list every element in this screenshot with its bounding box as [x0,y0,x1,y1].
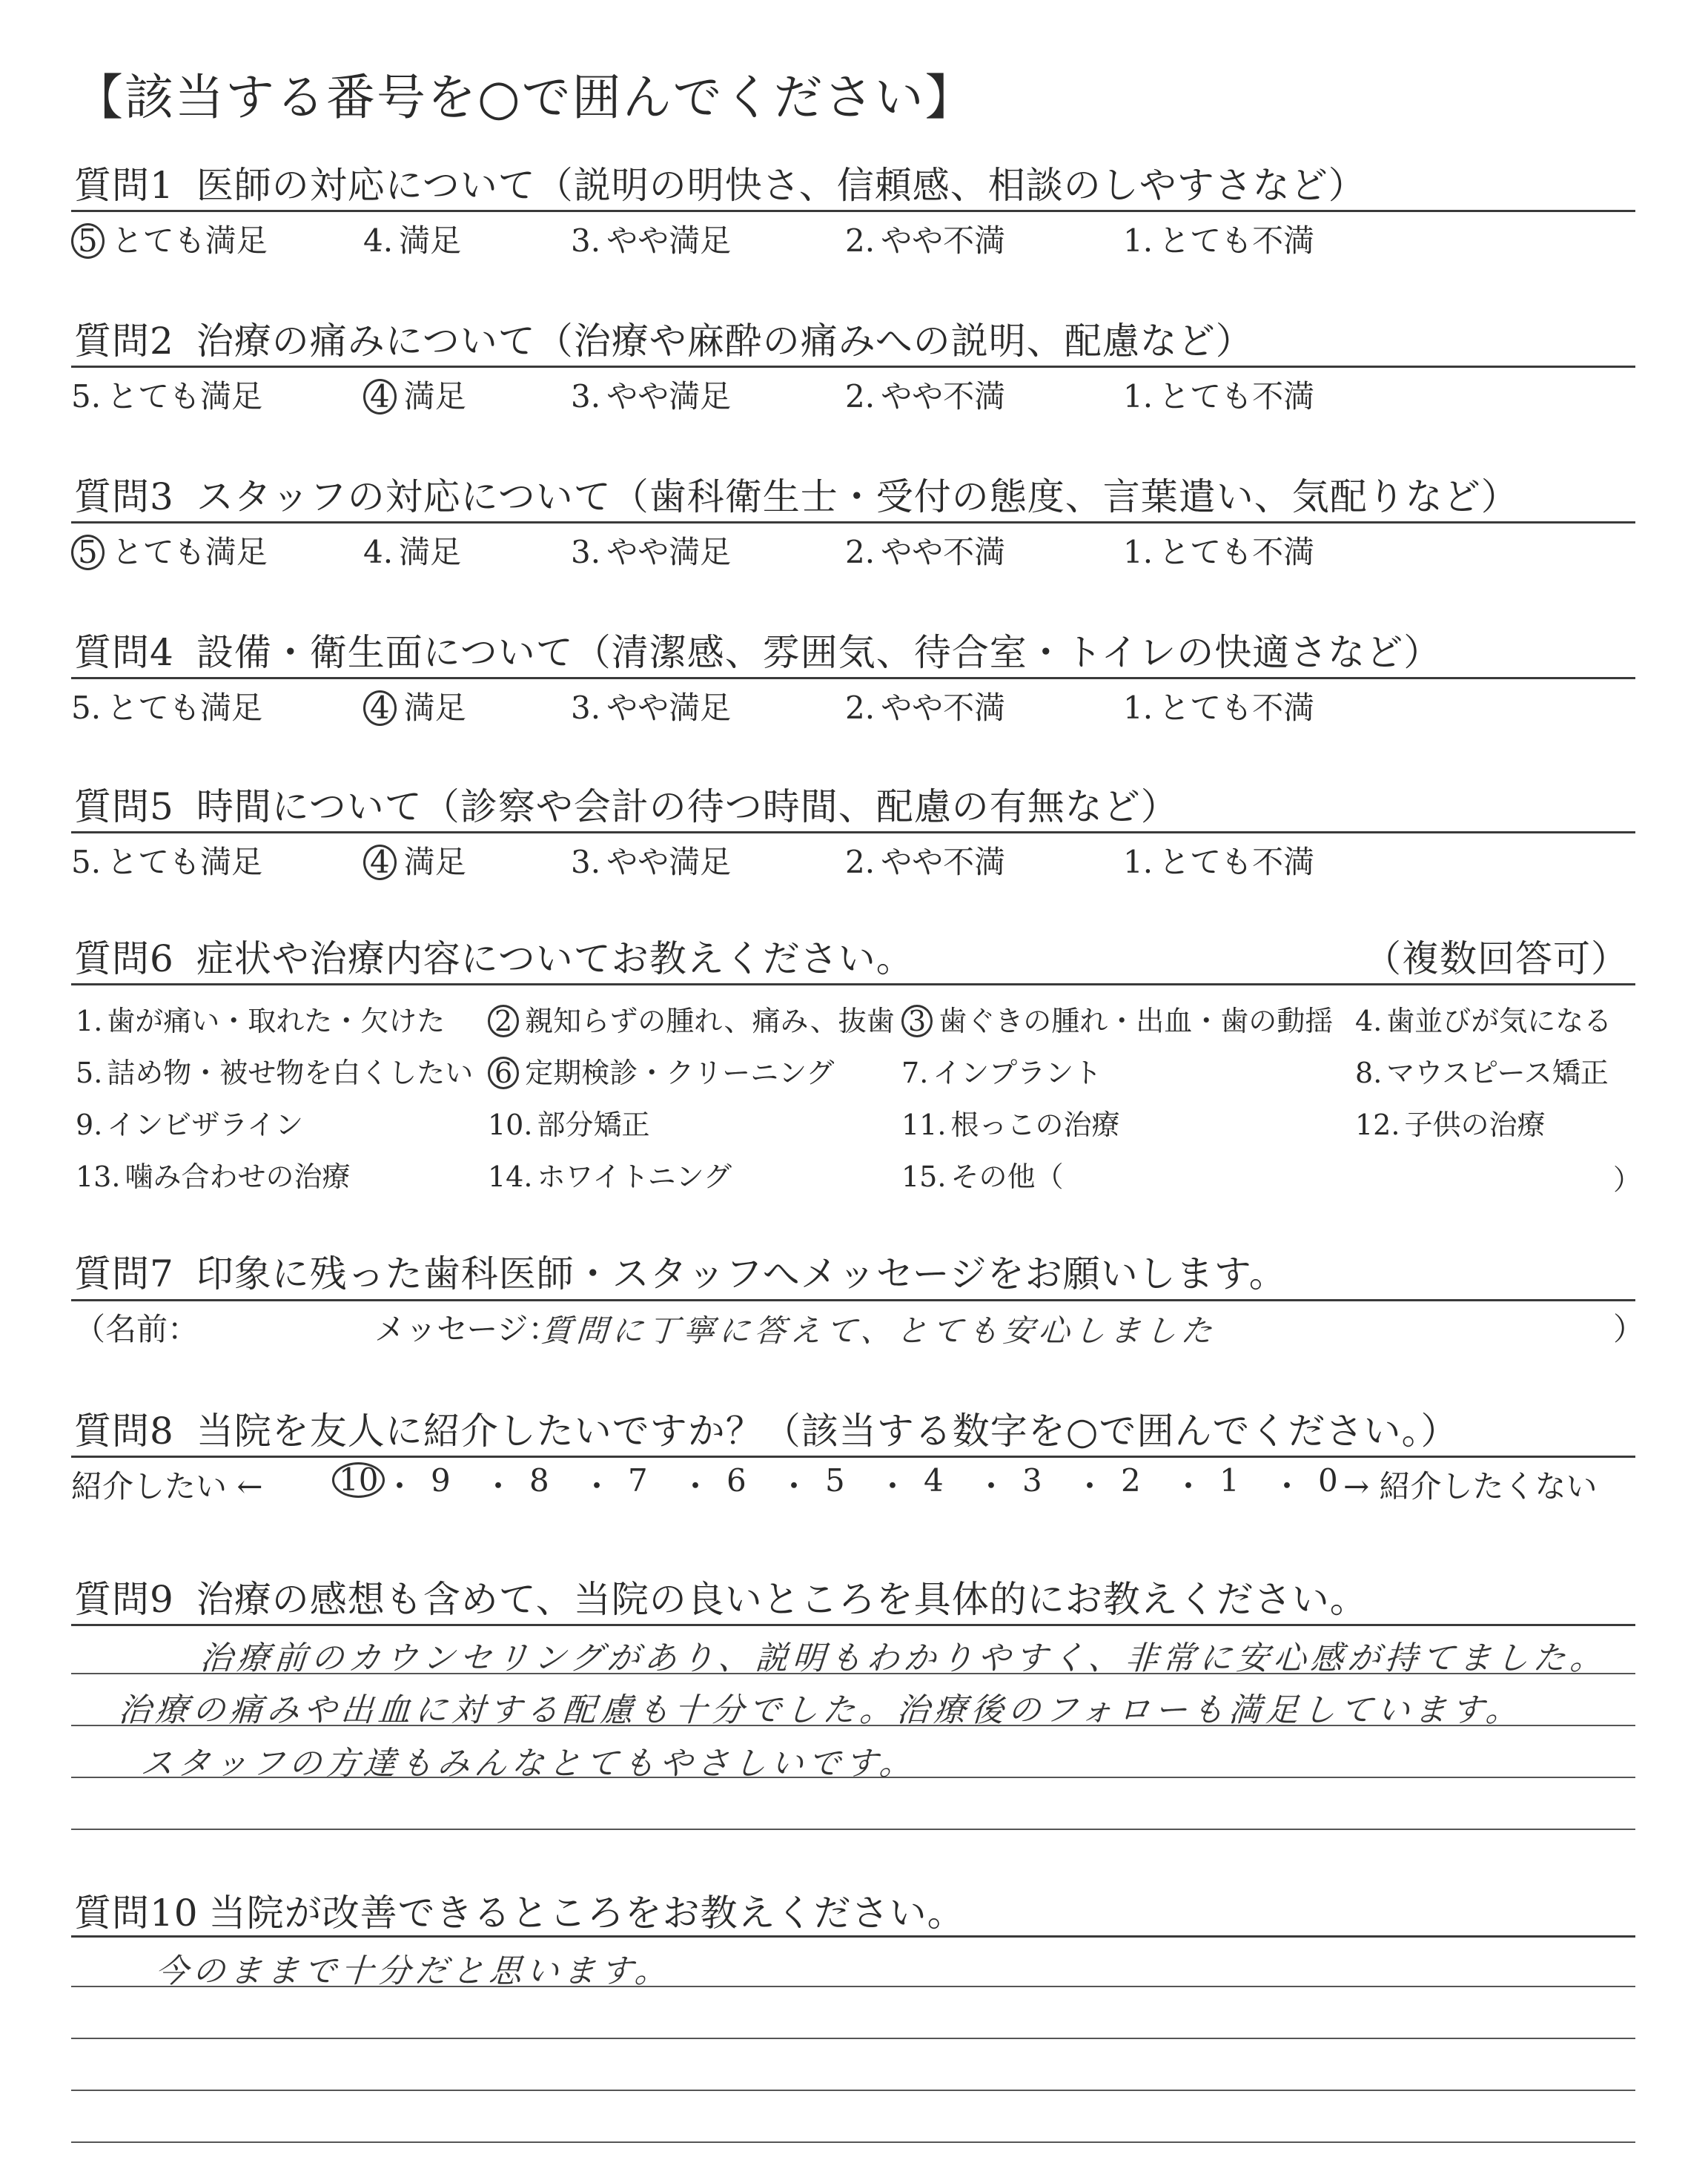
option-separator: . [90,690,102,726]
option-number: 1 [1123,534,1143,570]
q1-text: 医師の対応について（説明の明快さ、信頼感、相談のしやすさなど） [196,164,1366,207]
q8-scale-dot: ・ [680,1468,712,1505]
q8-scale-dot: ・ [877,1468,909,1505]
q8-scale-dot: ・ [384,1468,416,1505]
q2-option-1[interactable] [1123,372,1314,417]
q1-title [74,156,1366,209]
q8-title [74,1401,1458,1455]
q4-title [74,623,1441,676]
q8-scale-2[interactable]: 2 [1121,1462,1141,1499]
q4-text: 設備・衛生面について（清潔感、雰囲気、待合室・トイレの快適さなど） [196,631,1442,674]
q10-writing-line [71,2141,1635,2143]
q8-scale-5[interactable]: 5 [825,1462,845,1499]
option-number: 15 [901,1160,938,1193]
option-label: やや満足 [606,222,732,259]
option-number: 2 [845,534,865,570]
q6-note: （複数回答可） [1364,937,1629,980]
q4-option-1[interactable] [1123,684,1314,728]
q9-answer-line: スタッフの方達もみんなとてもやさしいです。 [139,1745,918,1783]
q9-rule [71,1624,1635,1626]
option-number: 3 [571,690,591,726]
option-label: やや不満 [881,534,1006,570]
q5-option-1[interactable] [1123,838,1314,882]
option-label: 満足 [399,222,462,259]
q8-number: 質問8 [74,1410,174,1453]
option-label: 歯並びが気になる [1386,1005,1612,1037]
option-separator: . [383,534,394,570]
option-label: やや不満 [881,690,1006,726]
option-label: 定期検診・クリーニング [525,1057,835,1089]
option-label: その他（ [950,1160,1064,1193]
q6-text: 症状や治療内容についてお教えください。 [196,937,914,980]
option-separator: . [919,1057,929,1089]
q1-rule [71,210,1635,212]
option-label: とても不満 [1159,690,1315,726]
option-number: 3 [571,378,591,415]
q6-option-9[interactable] [76,1102,303,1143]
q10-text: 当院が改善できるところをお教えください。 [208,1892,965,1935]
option-separator: . [864,690,875,726]
q2-number: 質問2 [74,320,174,363]
q10-answer-line: 今のままで十分だと思います。 [153,1952,673,1990]
option-separator: . [523,1160,533,1193]
q1-option-2[interactable] [845,217,1005,261]
option-number: 6 [488,1057,519,1089]
q6-option-12[interactable] [1355,1102,1545,1143]
option-label: 親知らずの腫れ、痛み、抜歯 [525,1005,895,1037]
q4-option-3[interactable] [571,684,731,728]
q6-option-2[interactable] [488,998,895,1039]
option-separator: . [1142,690,1153,726]
option-number: 3 [571,222,591,259]
option-label: 子供の治療 [1404,1109,1546,1141]
option-separator: . [1142,378,1153,415]
option-label: インビザライン [107,1109,304,1141]
form-header: 【該当する番号を○で囲んでください】 [74,69,976,126]
option-separator: . [590,534,601,570]
q8-scale-0[interactable]: 0 [1318,1462,1338,1499]
option-separator: . [523,1109,533,1141]
q3-option-4[interactable] [363,528,461,572]
option-number: 1 [1123,378,1143,415]
q6-number: 質問6 [74,937,174,980]
q7-message-handwritten: 質問に丁寧に答えて、とても安心しました [540,1312,1218,1349]
q9-answer-line: 治療前のカウンセリングがあり、説明もわかりやすく、非常に安心感が持てました。 [198,1639,1609,1677]
q6-option-7[interactable] [901,1050,1102,1091]
q6-rule [71,983,1635,985]
q8-scale-7[interactable]: 7 [628,1462,648,1499]
q2-option-4[interactable] [363,372,466,417]
option-label: やや満足 [606,534,732,570]
option-number: 1 [1123,844,1143,880]
q6-title [74,929,914,982]
q4-rule [71,677,1635,679]
q4-option-2[interactable] [845,684,1005,728]
option-label: 満足 [403,690,466,726]
q6-other-close: ） [1613,1163,1642,1196]
q5-rule [71,831,1635,833]
option-number: 7 [901,1057,920,1089]
option-label: とても不満 [1159,844,1315,880]
q1-option-3[interactable] [571,217,731,261]
option-number: 1 [1123,222,1143,259]
option-number: 14 [488,1160,524,1193]
option-number: 5 [71,690,91,726]
option-separator: . [1142,222,1153,259]
q1-option-4[interactable] [363,217,461,261]
q8-scale-dot: ・ [483,1468,514,1505]
q5-option-4[interactable] [363,838,466,882]
option-label: とても満足 [107,378,263,415]
option-number: 4 [363,690,397,726]
option-separator: . [93,1109,103,1141]
q7-close: ） [1613,1311,1645,1347]
q6-option-10[interactable] [488,1102,649,1143]
q2-option-3[interactable] [571,372,731,417]
q8-scale-dot: ・ [1173,1468,1205,1505]
option-number: 4 [363,534,383,570]
option-label: 満足 [403,378,466,415]
q3-option-5[interactable] [71,528,268,572]
option-number: 5 [71,844,91,880]
q8-rule [71,1456,1635,1458]
option-label: インプラント [933,1057,1102,1089]
q2-title [74,311,1254,365]
option-separator: . [93,1057,103,1089]
q1-number: 質問1 [74,164,174,207]
q7-title [74,1244,1287,1298]
option-number: 5 [71,223,105,259]
q3-rule [71,521,1635,524]
q7-text: 印象に残った歯科医師・スタッフへメッセージをお願いします。 [196,1252,1287,1295]
option-label: とても不満 [1159,534,1315,570]
option-separator: . [1373,1057,1383,1089]
q8-scale-dot: ・ [1271,1468,1303,1505]
q9-number: 質問9 [74,1578,174,1621]
option-number: 13 [76,1160,112,1193]
option-number: 2 [845,690,865,726]
q2-rule [71,366,1635,368]
q9-answer-line: 治療の痛みや出血に対する配慮も十分でした。治療後のフォローも満足しています。 [116,1691,1524,1729]
option-label: やや満足 [606,690,732,726]
option-number: 2 [845,222,865,259]
q2-text: 治療の痛みについて（治療や麻酔の痛みへの説明、配慮など） [196,320,1254,363]
q10-writing-line [71,2038,1635,2039]
q8-text: 当院を友人に紹介したいですか？（該当する数字を○で囲んでください。） [196,1410,1459,1453]
option-label: 噛み合わせの治療 [125,1160,351,1193]
q6-option-15[interactable] [901,1154,1063,1195]
option-label: 歯ぐきの腫れ・出血・歯の動揺 [939,1005,1334,1037]
option-separator: . [1142,534,1153,570]
q8-scale-10[interactable]: 10 [332,1462,385,1498]
q8-scale-dot: ・ [1074,1468,1106,1505]
option-label: やや満足 [606,844,732,880]
option-number: 1 [1123,690,1143,726]
q7-message-label: メッセージ： [374,1311,560,1347]
q8-scale-dot: ・ [778,1468,810,1505]
option-separator: . [383,222,394,259]
q8-scale-dot: ・ [976,1468,1007,1505]
option-number: 3 [571,844,591,880]
option-number: 2 [488,1005,519,1037]
q6-option-1[interactable] [76,998,445,1039]
q7-number: 質問7 [74,1252,174,1295]
q7-name-label: （名前： [74,1311,199,1347]
option-label: 部分矯正 [537,1109,650,1141]
q8-scale-9[interactable]: 9 [431,1462,451,1499]
q1-option-5[interactable] [71,217,268,261]
q8-scale-dot: ・ [581,1468,613,1505]
option-number: 12 [1355,1109,1391,1141]
q5-option-2[interactable] [845,838,1005,882]
option-separator: . [590,844,601,880]
option-label: 根っこの治療 [950,1109,1120,1141]
option-separator: . [590,690,601,726]
option-separator: . [1391,1109,1400,1141]
q8-scale-3[interactable]: 3 [1022,1462,1042,1499]
option-separator: . [937,1160,947,1193]
q10-rule [71,1935,1635,1938]
option-label: とても満足 [107,690,263,726]
option-label: とても不満 [1159,222,1315,259]
option-label: やや不満 [881,378,1006,415]
q6-option-14[interactable] [488,1154,732,1195]
option-separator: . [111,1160,121,1193]
option-separator: . [90,378,102,415]
q5-number: 質問5 [74,785,174,828]
q6-option-4[interactable] [1355,998,1612,1039]
option-label: とても不満 [1159,378,1315,415]
q4-option-5[interactable] [71,684,262,728]
q5-text: 時間について（診察や会計の待つ時間、配慮の有無など） [196,785,1179,828]
option-number: 4 [1355,1005,1374,1037]
option-number: 9 [76,1109,94,1141]
option-number: 3 [571,534,591,570]
q6-option-6[interactable] [488,1050,834,1091]
q1-option-1[interactable] [1123,217,1314,261]
q8-right-label: → 紹介したくない [1343,1468,1598,1505]
q6-option-8[interactable] [1355,1050,1609,1091]
q2-option-5[interactable] [71,372,262,417]
q6-option-13[interactable] [76,1154,350,1195]
option-separator: . [937,1109,947,1141]
q8-scale-1[interactable]: 1 [1219,1462,1239,1499]
option-label: 満足 [399,534,462,570]
q3-number: 質問3 [74,475,174,518]
q5-title [74,777,1179,830]
q10-writing-line [71,2090,1635,2091]
q9-text: 治療の感想も含めて、当院の良いところを具体的にお教えください。 [196,1578,1368,1621]
option-number: 8 [1355,1057,1374,1089]
option-separator: . [864,844,875,880]
option-number: 1 [76,1005,94,1037]
option-separator: . [90,844,102,880]
q3-text: スタッフの対応について（歯科衛生士・受付の態度、言葉遣い、気配りなど） [196,475,1519,518]
option-label: やや不満 [881,222,1006,259]
q6-option-11[interactable] [901,1102,1119,1143]
q8-scale-6[interactable]: 6 [726,1462,747,1499]
option-number: 4 [363,222,383,259]
q10-title [74,1883,965,1937]
option-number: 4 [363,845,397,880]
q4-option-4[interactable] [363,684,466,728]
q8-scale-8[interactable]: 8 [529,1462,549,1499]
q3-option-3[interactable] [571,528,731,572]
q7-rule [71,1299,1635,1301]
option-separator: . [93,1005,103,1037]
option-number: 5 [71,378,91,415]
option-number: 2 [845,844,865,880]
q4-number: 質問4 [74,631,174,674]
option-separator: . [864,222,875,259]
q9-writing-line [71,1829,1635,1830]
q3-title [74,467,1519,521]
option-separator: . [590,222,601,259]
option-number: 5 [71,535,105,570]
option-label: やや不満 [881,844,1006,880]
q8-scale-4[interactable]: 4 [924,1462,944,1499]
option-label: とても満足 [111,222,268,259]
q2-option-2[interactable] [845,372,1005,417]
option-number: 3 [901,1005,933,1037]
q3-option-1[interactable] [1123,528,1314,572]
q10-number: 質問10 [74,1892,199,1935]
option-label: 歯が痛い・取れた・欠けた [107,1005,446,1037]
q5-option-3[interactable] [571,838,731,882]
option-label: 満足 [403,844,466,880]
q6-option-5[interactable] [76,1050,473,1091]
option-number: 4 [363,379,397,415]
option-label: とても満足 [111,534,268,570]
q5-option-5[interactable] [71,838,262,882]
option-number: 2 [845,378,865,415]
q3-option-2[interactable] [845,528,1005,572]
option-number: 10 [488,1109,524,1141]
option-separator: . [590,378,601,415]
option-number: 11 [901,1109,938,1141]
option-label: マウスピース矯正 [1386,1057,1609,1089]
option-separator: . [1142,844,1153,880]
option-label: やや満足 [606,378,732,415]
option-separator: . [864,534,875,570]
option-label: とても満足 [107,844,263,880]
q8-left-label: 紹介したい ← [71,1468,263,1505]
q9-title [74,1570,1368,1623]
option-number: 5 [76,1057,94,1089]
option-label: ホワイトニング [537,1160,732,1193]
q6-option-3[interactable] [901,998,1333,1039]
option-separator: . [1373,1005,1383,1037]
option-label: 詰め物・被せ物を白くしたい [107,1057,474,1089]
option-separator: . [864,378,875,415]
